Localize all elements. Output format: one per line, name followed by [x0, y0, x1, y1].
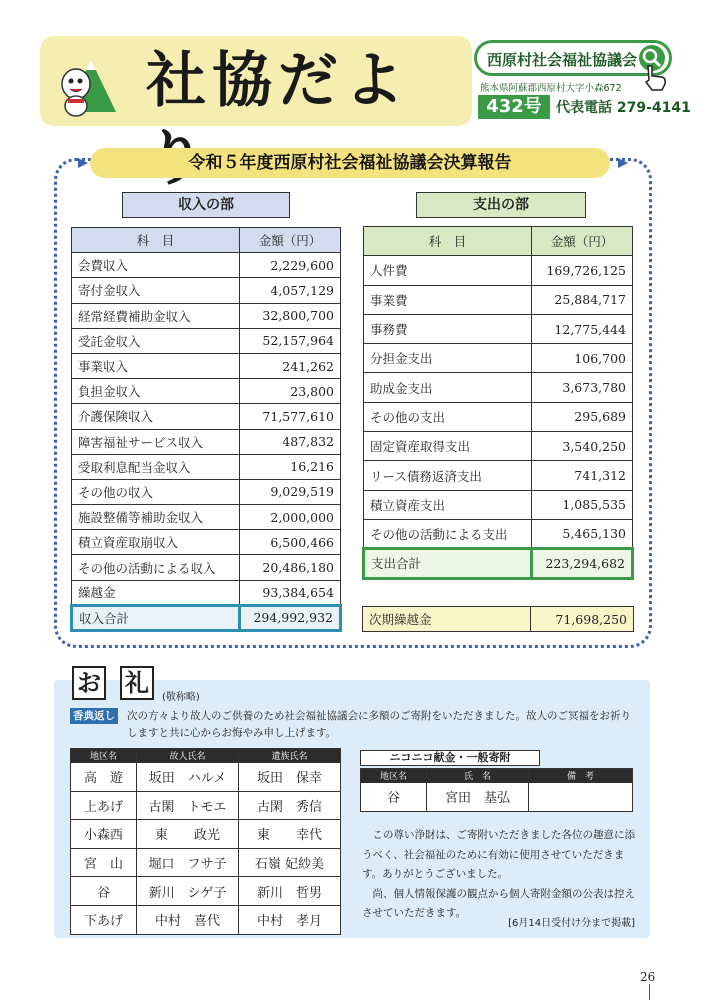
item-name: 固定資産取得支出: [364, 432, 532, 461]
column-header: 備 考: [529, 769, 633, 783]
table-row: [364, 461, 633, 490]
donation-category-label: ニコニコ献金・一般寄附: [360, 750, 540, 766]
column-header: 科 目: [72, 228, 240, 253]
table-row: [364, 256, 633, 285]
table-header-row: [72, 228, 341, 253]
item-name: その他の収入: [72, 479, 240, 504]
expense-table: [362, 226, 634, 580]
deceased-name: 中村 喜代: [137, 905, 239, 934]
item-name: 人件費: [364, 256, 532, 285]
table-row: [72, 429, 341, 454]
thanks-heading-char: 礼: [120, 666, 154, 700]
masthead-banner: [40, 36, 472, 126]
table-row: [72, 454, 341, 479]
item-amount: 106,700: [532, 344, 633, 373]
deceased-name: 堀口 フサ子: [137, 848, 239, 877]
thanks-heading-char: お: [72, 666, 106, 700]
expense-total-row: [364, 549, 633, 578]
table-row: [71, 848, 341, 877]
item-amount: 487,832: [240, 429, 341, 454]
thanks-message: [362, 826, 642, 924]
privacy-note: 尚、個人情報保護の観点から個人寄附金額の公表は控えさせていただきます。: [362, 887, 635, 919]
column-header: 遺族氏名: [239, 749, 341, 763]
table-row: [72, 505, 341, 530]
district: 上あげ: [71, 791, 137, 820]
tab-expense: 支出の部: [416, 192, 586, 218]
table-row: [364, 490, 633, 519]
income-total-row: [72, 605, 341, 630]
item-amount: 32,800,700: [240, 303, 341, 328]
item-name: 経常経費補助金収入: [72, 303, 240, 328]
table-row: [72, 555, 341, 580]
deceased-name: 坂田 ハルメ: [137, 763, 239, 792]
column-header: 金額（円）: [532, 227, 633, 256]
column-header: 金額（円）: [240, 228, 341, 253]
total-amount: 294,992,932: [240, 605, 341, 630]
honorific-note: (敬称略): [162, 692, 200, 703]
mascot-icon: [46, 42, 126, 120]
table-row: [364, 344, 633, 373]
table-row: [71, 820, 341, 849]
table-row: [364, 402, 633, 431]
item-amount: 169,726,125: [532, 256, 633, 285]
column-header: 氏 名: [427, 769, 529, 783]
item-amount: 71,577,610: [240, 404, 341, 429]
column-header: 地区名: [361, 769, 427, 783]
item-amount: 25,884,717: [532, 285, 633, 314]
family-name: 古閑 秀信: [239, 791, 341, 820]
table-row: [364, 285, 633, 314]
item-name: 事業収入: [72, 353, 240, 378]
item-name: 繰越金: [72, 580, 240, 605]
carryover-amount: 71,698,250: [531, 607, 634, 632]
category-tag: 香典返し: [70, 708, 118, 724]
item-amount: 4,057,129: [240, 278, 341, 303]
table-header-row: [361, 769, 633, 783]
item-name: リース債務返済支出: [364, 461, 532, 490]
item-name: その他の支出: [364, 402, 532, 431]
table-header-row: [71, 749, 341, 763]
item-name: 事業費: [364, 285, 532, 314]
phone-number: 代表電話 279-4141: [556, 100, 691, 116]
item-amount: 3,540,250: [532, 432, 633, 461]
deceased-name: 東 政光: [137, 820, 239, 849]
deceased-name: 新川 シゲ子: [137, 877, 239, 906]
district: 下あげ: [71, 905, 137, 934]
family-name: 石嶺 妃紗美: [239, 848, 341, 877]
general-donor-table: [360, 768, 633, 812]
item-name: その他の活動による支出: [364, 519, 532, 548]
item-name: 事務費: [364, 314, 532, 343]
family-name: 中村 孝月: [239, 905, 341, 934]
table-row: [71, 763, 341, 792]
table-row: [72, 253, 341, 278]
total-label: 支出合計: [364, 549, 532, 578]
total-label: 収入合計: [72, 605, 240, 630]
table-row: [72, 328, 341, 353]
item-amount: 295,689: [532, 402, 633, 431]
item-amount: 2,229,600: [240, 253, 341, 278]
table-row: [364, 314, 633, 343]
thanks-intro: 次の方々より故人のご供養のため社会福祉協議会に多額のご寄附をいただきました。故人のご冥福をお祈りしますと共に心からお悔やみ申し上げます。: [127, 710, 631, 739]
item-name: 障害福祉サービス収入: [72, 429, 240, 454]
item-amount: 241,262: [240, 353, 341, 378]
table-row: [72, 404, 341, 429]
table-row: [72, 479, 341, 504]
district: 谷: [361, 783, 427, 812]
item-name: 受託金収入: [72, 328, 240, 353]
arrow-right-icon: [616, 156, 630, 170]
item-name: 受取利息配当金収入: [72, 454, 240, 479]
page-number: 26: [640, 970, 656, 984]
table-row: [72, 353, 341, 378]
masthead-title: 社協だよ: [146, 46, 410, 116]
item-name: 積立資産支出: [364, 490, 532, 519]
total-amount: 223,294,682: [532, 549, 633, 578]
district: 小森西: [71, 820, 137, 849]
report-title: 令和５年度西原村社会福祉協議会決算報告: [90, 148, 610, 178]
item-amount: 23,800: [240, 379, 341, 404]
table-row: [72, 278, 341, 303]
item-name: 寄付金収入: [72, 278, 240, 303]
family-name: 新川 哲男: [239, 877, 341, 906]
table-row: [364, 373, 633, 402]
carryover-label: 次期繰越金: [363, 607, 531, 632]
column-header: 科 目: [364, 227, 532, 256]
family-name: 東 幸代: [239, 820, 341, 849]
item-amount: 9,029,519: [240, 479, 341, 504]
page-marker: [649, 984, 650, 1000]
item-amount: 12,775,444: [532, 314, 633, 343]
item-name: 会費収入: [72, 253, 240, 278]
table-row: [364, 519, 633, 548]
item-amount: 16,216: [240, 454, 341, 479]
item-name: 分担金支出: [364, 344, 532, 373]
carryover-table: [362, 606, 634, 632]
district: 高 遊: [71, 763, 137, 792]
table-row: [72, 379, 341, 404]
income-table: [70, 227, 342, 632]
column-header: 故人氏名: [137, 749, 239, 763]
arrow-right-icon: [76, 156, 90, 170]
item-name: 助成金支出: [364, 373, 532, 402]
memorial-donor-table: [70, 748, 341, 935]
carryover-row: [363, 607, 634, 632]
table-row: [71, 791, 341, 820]
item-amount: 2,000,000: [240, 505, 341, 530]
issue-number: 432号: [478, 95, 550, 119]
column-header: 地区名: [71, 749, 137, 763]
item-amount: 741,312: [532, 461, 633, 490]
district: 谷: [71, 877, 137, 906]
item-amount: 3,673,780: [532, 373, 633, 402]
item-amount: 93,384,654: [240, 580, 341, 605]
donor-name: 宮田 基弘: [427, 783, 529, 812]
table-row: [361, 783, 633, 812]
item-amount: 52,157,964: [240, 328, 341, 353]
hand-pointer-icon: [640, 62, 670, 92]
item-amount: 1,085,535: [532, 490, 633, 519]
item-name: 介護保険収入: [72, 404, 240, 429]
item-amount: 20,486,180: [240, 555, 341, 580]
table-row: [72, 580, 341, 605]
table-row: [364, 432, 633, 461]
listing-note: [6月14日受付け分まで掲載]: [508, 918, 635, 929]
item-name: 積立資産取崩収入: [72, 530, 240, 555]
thanks-message-body: この尊い浄財は、ご寄附いただきました各位の趣意に添うべく、社会福祉のために有効に使用させていただきます。ありがとうございました。: [362, 829, 635, 880]
remarks: [529, 783, 633, 812]
table-row: [72, 530, 341, 555]
item-name: その他の活動による収入: [72, 555, 240, 580]
address: 熊本県阿蘇郡西原村大字小森672: [480, 83, 622, 94]
tab-income: 収入の部: [122, 192, 290, 218]
family-name: 坂田 保幸: [239, 763, 341, 792]
item-name: 負担金収入: [72, 379, 240, 404]
table-row: [71, 905, 341, 934]
table-row: [71, 877, 341, 906]
table-header-row: [364, 227, 633, 256]
table-row: [72, 303, 341, 328]
item-amount: 5,465,130: [532, 519, 633, 548]
district: 宮 山: [71, 848, 137, 877]
item-name: 施設整備等補助金収入: [72, 505, 240, 530]
item-amount: 6,500,466: [240, 530, 341, 555]
org-name: 西原村社会福祉協議会: [487, 51, 638, 69]
deceased-name: 古閑 トモエ: [137, 791, 239, 820]
